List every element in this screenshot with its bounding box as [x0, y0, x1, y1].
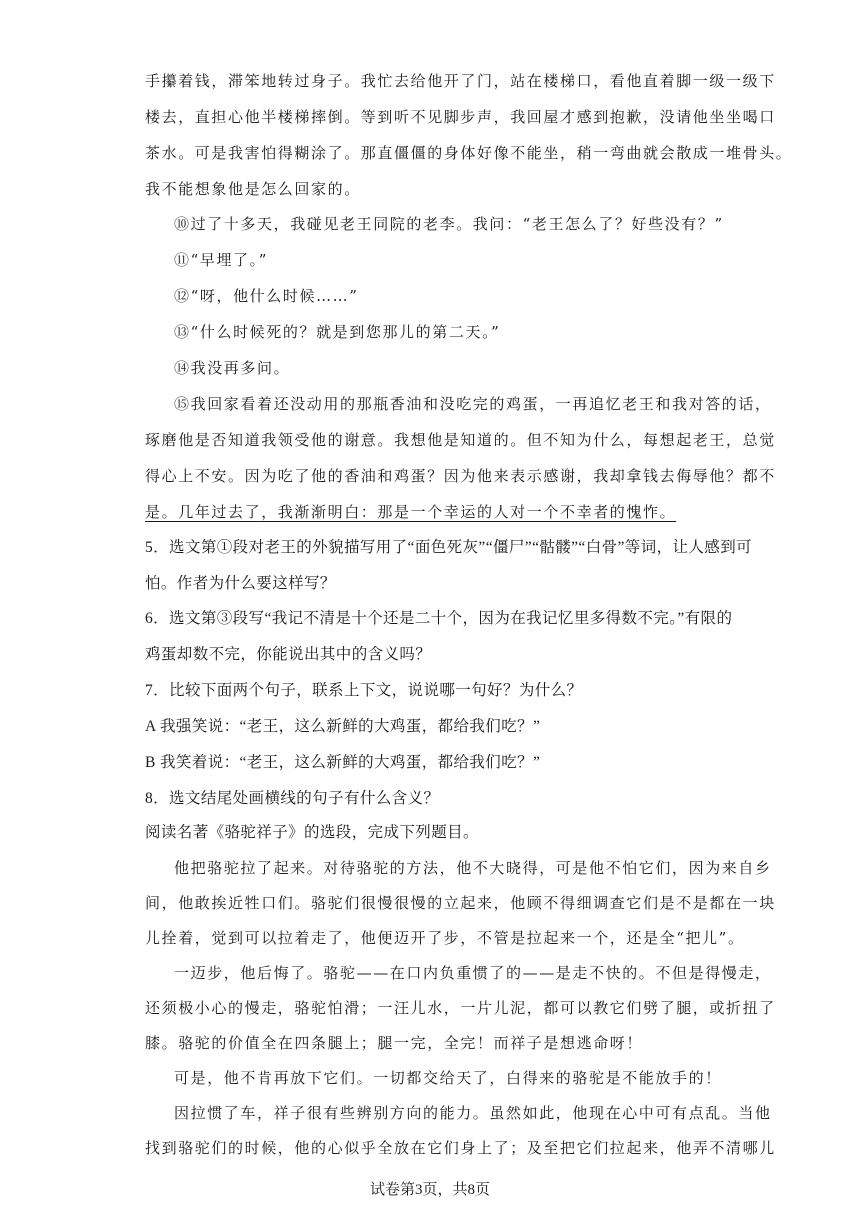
paragraph-line: ⑩过了十多天，我碰见老王同院的老李。我问：“老王怎么了？好些没有？” — [174, 215, 724, 233]
paragraph-line: 楼去，直担心他半楼梯摔倒。等到听不见脚步声，我回屋才感到抱歉，没请他坐坐喝口 — [145, 108, 776, 126]
paragraph-line: 一迈步，他后悔了。骆驼——在口内负重惯了的——是走不快的。不但是得慢走， — [174, 964, 772, 982]
paragraph-line: ⑫“呀，他什么时候……” — [174, 287, 359, 305]
paragraph-line: 间，他敢挨近牲口们。骆驼们很慢很慢的立起来，他顾不得细调查它们是不是都在一块 — [145, 894, 776, 912]
paragraph-line: 儿拴着，觉到可以拉着走了，他便迈开了步，不管是拉起来一个，还是全“把儿”。 — [145, 929, 745, 947]
question-8: 8．选文结尾处画横线的句子有什么含义？ — [145, 790, 440, 807]
paragraph-line: 茶水。可是我害怕得糊涂了。那直僵僵的身体好像不能坐，稍一弯曲就会散成一堆骨头。 — [145, 144, 793, 162]
paragraph-line: 得心上不安。因为吃了他的香油和鸡蛋？因为他来表示感谢，我却拿钱去侮辱他？都不 — [145, 467, 776, 485]
paragraph-line: ⑬“什么时候死的？就是到您那儿的第二天。” — [174, 323, 501, 341]
underlined-sentence: 是。几年过去了，我渐渐明白：那是一个幸运的人对一个不幸者的愧怍。 — [145, 503, 677, 521]
paragraph-line: 琢磨他是否知道我领受他的谢意。我想他是知道的。但不知为什么，每想起老王，总觉 — [145, 431, 776, 449]
question-6: 6．选文第③段写“我记不清是十个还是二十个，因为在我记忆里多得数不完。”有限的 — [145, 610, 733, 627]
question-6-cont: 鸡蛋却数不完，你能说出其中的含义吗？ — [145, 646, 432, 663]
paragraph-line: 因拉惯了车，祥子很有些辨别方向的能力。虽然如此，他现在心中可有点乱。当他 — [174, 1104, 772, 1122]
question-7: 7．比较下面两个句子，联系上下文，说说哪一句好？为什么？ — [145, 682, 583, 699]
question-5-cont: 怕。作者为什么要这样写？ — [145, 575, 336, 592]
paragraph-line: 我不能想象他是怎么回家的。 — [145, 180, 361, 198]
page-footer: 试卷第3页，共8页 — [369, 1182, 490, 1198]
question-7-option-b: B 我笑着说：“老王，这么新鲜的大鸡蛋，都给我们吃？” — [145, 754, 541, 771]
paragraph-line: 还须极小心的慢走，骆驼怕滑；一汪儿水，一片儿泥，都可以教它们劈了腿，或折扭了 — [145, 999, 776, 1017]
question-7-option-a: A 我强笑说：“老王，这么新鲜的大鸡蛋，都给我们吃？” — [145, 718, 541, 735]
paragraph-line: ⑭我没再多问。 — [174, 359, 291, 377]
paragraph-line: 可是，他不肯再放下它们。一切都交给天了，白得来的骆驼是不能放手的！ — [174, 1069, 722, 1087]
paragraph-line: ⑮我回家看着还没动用的那瓶香油和没吃完的鸡蛋，一再追忆老王和我对答的话， — [174, 395, 772, 413]
paragraph-line: 膝。骆驼的价值全在四条腿上；腿一完，全完！而祥子是想逃命呀！ — [145, 1034, 644, 1052]
paragraph-line: 他把骆驼拉了起来。对待骆驼的方法，他不大晓得，可是他不怕它们，因为来自乡 — [174, 859, 772, 877]
section-intro: 阅读名著《骆驼祥子》的选段，完成下列题目。 — [145, 824, 479, 841]
paragraph-line: ⑪“早埋了。” — [174, 251, 269, 269]
paragraph-line: 手攥着钱，滞笨地转过身子。我忙去给他开了门，站在楼梯口，看他直着脚一级一级下 — [145, 72, 776, 90]
paragraph-line: 找到骆驼们的时候，他的心似乎全放在它们身上了；及至把它们拉起来，他弄不清哪儿 — [145, 1139, 776, 1157]
question-5: 5．选文第①段对老王的外貌描写用了“面色死灰”“僵尸”“骷髅”“白骨”等词，让人感到可 — [145, 539, 752, 556]
